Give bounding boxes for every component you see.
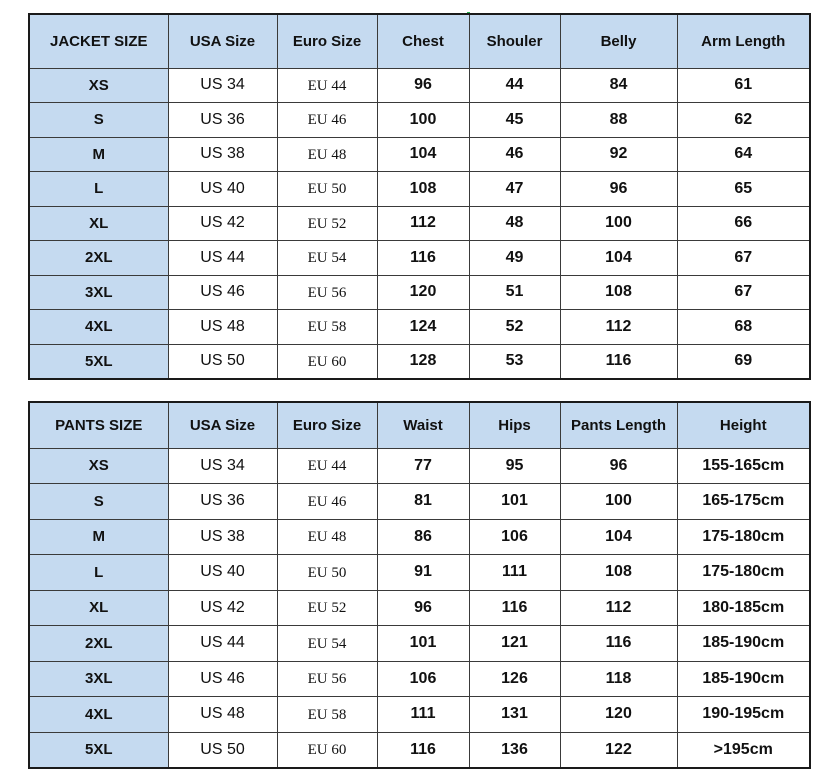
size-label-cell: 5XL xyxy=(29,344,168,379)
pants-table-header xyxy=(29,402,810,448)
measurement-cell: 101 xyxy=(469,484,560,520)
usa-size-cell: US 34 xyxy=(168,448,277,484)
euro-size-cell: EU 50 xyxy=(277,172,377,207)
jacket-size-table xyxy=(28,13,811,380)
measurement-cell: 96 xyxy=(560,448,677,484)
table-row xyxy=(29,626,810,662)
measurement-cell: 46 xyxy=(469,137,560,172)
measurement-cell: 49 xyxy=(469,241,560,276)
measurement-cell: 47 xyxy=(469,172,560,207)
usa-size-cell: US 44 xyxy=(168,241,277,276)
measurement-cell: 106 xyxy=(377,661,469,697)
size-label-cell: S xyxy=(29,484,168,520)
measurement-cell: 111 xyxy=(377,697,469,733)
euro-size-cell: EU 52 xyxy=(277,590,377,626)
measurement-cell: 62 xyxy=(677,103,810,138)
usa-size-cell: US 50 xyxy=(168,732,277,768)
measurement-cell: 112 xyxy=(560,310,677,345)
jacket-column-header: Chest xyxy=(377,14,469,68)
table-row xyxy=(29,103,810,138)
euro-size-cell: EU 46 xyxy=(277,484,377,520)
pants-column-header: Pants Length xyxy=(560,402,677,448)
usa-size-cell: US 42 xyxy=(168,206,277,241)
measurement-cell: 52 xyxy=(469,310,560,345)
measurement-cell: 53 xyxy=(469,344,560,379)
measurement-cell: 100 xyxy=(560,484,677,520)
measurement-cell: 84 xyxy=(560,68,677,103)
size-label-cell: 4XL xyxy=(29,310,168,345)
measurement-cell: 180-185cm xyxy=(677,590,810,626)
euro-size-cell: EU 56 xyxy=(277,661,377,697)
size-label-cell: M xyxy=(29,137,168,172)
measurement-cell: 120 xyxy=(560,697,677,733)
usa-size-cell: US 44 xyxy=(168,626,277,662)
measurement-cell: 122 xyxy=(560,732,677,768)
usa-size-cell: US 40 xyxy=(168,555,277,591)
pants-size-table xyxy=(28,401,811,769)
table-row xyxy=(29,275,810,310)
table-row xyxy=(29,661,810,697)
measurement-cell: 45 xyxy=(469,103,560,138)
pants-column-header: Waist xyxy=(377,402,469,448)
measurement-cell: 67 xyxy=(677,275,810,310)
jacket-column-header: JACKET SIZE xyxy=(29,14,168,68)
measurement-cell: 77 xyxy=(377,448,469,484)
measurement-cell: 108 xyxy=(560,555,677,591)
usa-size-cell: US 48 xyxy=(168,697,277,733)
size-label-cell: 4XL xyxy=(29,697,168,733)
euro-size-cell: EU 54 xyxy=(277,626,377,662)
measurement-cell: 131 xyxy=(469,697,560,733)
table-row xyxy=(29,519,810,555)
measurement-cell: 175-180cm xyxy=(677,519,810,555)
jacket-column-header: Shouler xyxy=(469,14,560,68)
measurement-cell: 96 xyxy=(377,590,469,626)
table-row xyxy=(29,241,810,276)
size-label-cell: XS xyxy=(29,448,168,484)
jacket-header-row xyxy=(29,14,810,68)
jacket-column-header: Euro Size xyxy=(277,14,377,68)
measurement-cell: 190-195cm xyxy=(677,697,810,733)
size-label-cell: 2XL xyxy=(29,626,168,662)
measurement-cell: 66 xyxy=(677,206,810,241)
table-row xyxy=(29,448,810,484)
measurement-cell: 95 xyxy=(469,448,560,484)
size-label-cell: 2XL xyxy=(29,241,168,276)
table-row xyxy=(29,137,810,172)
size-label-cell: S xyxy=(29,103,168,138)
measurement-cell: 128 xyxy=(377,344,469,379)
table-row xyxy=(29,310,810,345)
usa-size-cell: US 36 xyxy=(168,103,277,138)
measurement-cell: 116 xyxy=(560,344,677,379)
measurement-cell: 175-180cm xyxy=(677,555,810,591)
measurement-cell: 165-175cm xyxy=(677,484,810,520)
measurement-cell: 68 xyxy=(677,310,810,345)
measurement-cell: 104 xyxy=(560,519,677,555)
pants-column-header: Height xyxy=(677,402,810,448)
size-label-cell: L xyxy=(29,555,168,591)
measurement-cell: 104 xyxy=(377,137,469,172)
euro-size-cell: EU 58 xyxy=(277,310,377,345)
measurement-cell: 67 xyxy=(677,241,810,276)
measurement-cell: 65 xyxy=(677,172,810,207)
measurement-cell: 81 xyxy=(377,484,469,520)
size-label-cell: 3XL xyxy=(29,275,168,310)
size-label-cell: 5XL xyxy=(29,732,168,768)
euro-size-cell: EU 46 xyxy=(277,103,377,138)
pants-column-header: Hips xyxy=(469,402,560,448)
measurement-cell: 112 xyxy=(377,206,469,241)
measurement-cell: 136 xyxy=(469,732,560,768)
jacket-table-header xyxy=(29,14,810,68)
usa-size-cell: US 38 xyxy=(168,519,277,555)
measurement-cell: 69 xyxy=(677,344,810,379)
measurement-cell: 100 xyxy=(377,103,469,138)
euro-size-cell: EU 58 xyxy=(277,697,377,733)
pants-column-header: PANTS SIZE xyxy=(29,402,168,448)
usa-size-cell: US 46 xyxy=(168,275,277,310)
table-row xyxy=(29,344,810,379)
jacket-column-header: Belly xyxy=(560,14,677,68)
measurement-cell: 116 xyxy=(469,590,560,626)
euro-size-cell: EU 50 xyxy=(277,555,377,591)
euro-size-cell: EU 60 xyxy=(277,344,377,379)
jacket-table-body xyxy=(29,68,810,379)
measurement-cell: 104 xyxy=(560,241,677,276)
measurement-cell: 101 xyxy=(377,626,469,662)
usa-size-cell: US 48 xyxy=(168,310,277,345)
measurement-cell: 118 xyxy=(560,661,677,697)
measurement-cell: 64 xyxy=(677,137,810,172)
usa-size-cell: US 36 xyxy=(168,484,277,520)
measurement-cell: 92 xyxy=(560,137,677,172)
measurement-cell: 112 xyxy=(560,590,677,626)
measurement-cell: 116 xyxy=(377,732,469,768)
measurement-cell: 96 xyxy=(377,68,469,103)
table-row xyxy=(29,697,810,733)
pants-column-header: USA Size xyxy=(168,402,277,448)
measurement-cell: 91 xyxy=(377,555,469,591)
table-row xyxy=(29,555,810,591)
size-label-cell: XL xyxy=(29,590,168,626)
jacket-column-header: USA Size xyxy=(168,14,277,68)
table-row xyxy=(29,484,810,520)
euro-size-cell: EU 48 xyxy=(277,137,377,172)
table-row xyxy=(29,732,810,768)
measurement-cell: 121 xyxy=(469,626,560,662)
measurement-cell: 111 xyxy=(469,555,560,591)
table-row xyxy=(29,172,810,207)
table-row xyxy=(29,206,810,241)
measurement-cell: 100 xyxy=(560,206,677,241)
euro-size-cell: EU 56 xyxy=(277,275,377,310)
pants-header-row xyxy=(29,402,810,448)
measurement-cell: 126 xyxy=(469,661,560,697)
measurement-cell: 108 xyxy=(560,275,677,310)
measurement-cell: 96 xyxy=(560,172,677,207)
usa-size-cell: US 38 xyxy=(168,137,277,172)
pants-column-header: Euro Size xyxy=(277,402,377,448)
usa-size-cell: US 46 xyxy=(168,661,277,697)
table-row xyxy=(29,590,810,626)
euro-size-cell: EU 60 xyxy=(277,732,377,768)
measurement-cell: 44 xyxy=(469,68,560,103)
euro-size-cell: EU 44 xyxy=(277,448,377,484)
usa-size-cell: US 40 xyxy=(168,172,277,207)
measurement-cell: 120 xyxy=(377,275,469,310)
size-label-cell: L xyxy=(29,172,168,207)
euro-size-cell: EU 48 xyxy=(277,519,377,555)
jacket-column-header: Arm Length xyxy=(677,14,810,68)
measurement-cell: >195cm xyxy=(677,732,810,768)
measurement-cell: 51 xyxy=(469,275,560,310)
measurement-cell: 108 xyxy=(377,172,469,207)
size-label-cell: XS xyxy=(29,68,168,103)
measurement-cell: 185-190cm xyxy=(677,661,810,697)
usa-size-cell: US 50 xyxy=(168,344,277,379)
measurement-cell: 116 xyxy=(377,241,469,276)
size-label-cell: M xyxy=(29,519,168,555)
euro-size-cell: EU 44 xyxy=(277,68,377,103)
measurement-cell: 124 xyxy=(377,310,469,345)
measurement-cell: 48 xyxy=(469,206,560,241)
euro-size-cell: EU 52 xyxy=(277,206,377,241)
pants-table-body xyxy=(29,448,810,768)
measurement-cell: 155-165cm xyxy=(677,448,810,484)
table-row xyxy=(29,68,810,103)
usa-size-cell: US 34 xyxy=(168,68,277,103)
usa-size-cell: US 42 xyxy=(168,590,277,626)
measurement-cell: 88 xyxy=(560,103,677,138)
size-label-cell: XL xyxy=(29,206,168,241)
measurement-cell: 106 xyxy=(469,519,560,555)
size-label-cell: 3XL xyxy=(29,661,168,697)
measurement-cell: 185-190cm xyxy=(677,626,810,662)
measurement-cell: 86 xyxy=(377,519,469,555)
measurement-cell: 116 xyxy=(560,626,677,662)
measurement-cell: 61 xyxy=(677,68,810,103)
euro-size-cell: EU 54 xyxy=(277,241,377,276)
